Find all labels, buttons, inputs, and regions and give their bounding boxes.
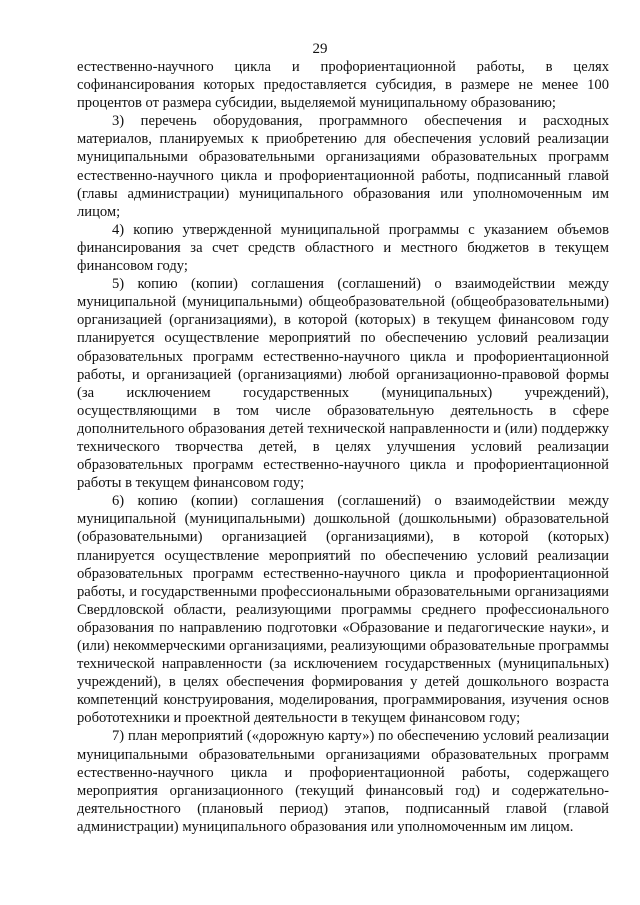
document-body — [77, 58, 609, 836]
paragraph-item-5: 5) копию (копии) соглашения (соглашений) о взаимодействии между муниципальной (муниципальными) общеобразовательной (общеобразовательными) организацией (организациями), в которой (которых) в текущем финансовом году планируется осуществление мероприятий по обеспечению условий реализации образовательных программ естественно-научного цикла и профориентационной работы, и организацией (организациями) любой организационно-правовой формы (за исключением государственных (муниципальных) учреждений), осуществляющими в том числе образовательную деятельность в сфере дополнительного образования детей технической направленности и (или) поддержку технического творчества детей, в целях улучшения условий реализации образовательных программ естественно-научного цикла и профориентационной работы в текущем финансовом году; — [77, 276, 609, 492]
paragraph-continuation: естественно-научного цикла и профориентационной работы, в целях софинансирования которых предоставляется субсидия, в размере не менее 100 процентов от размера субсидии, выделяемой муниципальному образованию; — [77, 59, 609, 112]
paragraph-item-7: 7) план мероприятий («дорожную карту») по обеспечению условий реализации муниципальными образовательными организациями образовательных программ естественно-научного цикла и профориентационной работы, содержащего мероприятия организационного (текущий финансовый год) и содержательно-деятельностного (плановый период) этапов, подписанный главой (главой администрации) муниципального образования или уполномоченным им лицом. — [77, 728, 609, 835]
paragraph-item-4: 4) копию утвержденной муниципальной программы с указанием объемов финансирования за счет средств областного и местного бюджетов в текущем финансовом году; — [77, 221, 609, 275]
paragraph-item-3: 3) перечень оборудования, программного обеспечения и расходных материалов, планируемых к приобретению для обеспечения условий реализации муниципальными образовательными организациями образовательных программ естественно-научного цикла и профориентационной работы, подписанный главой (главы администрации) муниципального образования или уполномоченным им лицом; — [77, 113, 609, 220]
page-number: 29 — [312, 41, 328, 57]
paragraph-item-6: 6) копию (копии) соглашения (соглашений) о взаимодействии между муниципальной (муниципальными) дошкольной (дошкольными) образовательной (образовательными) организацией (организациями), в которой (которых) планируется осуществление мероприятий по обеспечению условий реализации образовательных программ естественно-научного цикла и профориентационной работы, и государственными профессиональными образовательными организациями Свердловской области, реализующими программы среднего профессионального образования по направлению подготовки «Образование и педагогические науки», и (или) некоммерческими организациями, реализующими образовательные программы технической направленности (за исключением государственных (муниципальных) учреждений), в целях обеспечения формирования у детей дошкольного возраста компетенций конструирования, моделирования, программирования, изучения основ робототехники и проектной деятельности в текущем финансовом году; — [77, 493, 609, 727]
